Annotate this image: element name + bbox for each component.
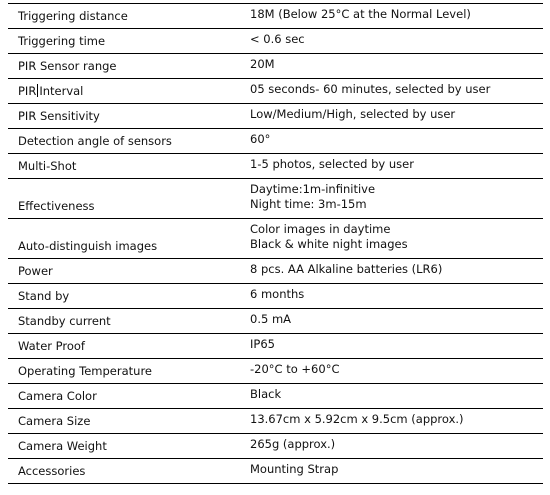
spec-label: Effectiveness [8,179,240,219]
table-row [8,4,543,29]
spec-value-line: Daytime:1m-infinitive [250,182,376,196]
spec-label: Triggering distance [8,4,240,29]
table-row [8,154,543,179]
spec-label: Camera Weight [8,434,240,459]
table-row [8,104,543,129]
spec-label: Camera Size [8,409,240,434]
spec-label: Camera Color [8,384,240,409]
table-row [8,29,543,54]
spec-label: PIR Sensor range [8,54,240,79]
spec-label: Triggering time [8,29,240,54]
spec-value: Black [240,384,543,409]
spec-label: Detection angle of sensors [8,129,240,154]
table-row [8,79,543,104]
spec-value [240,219,543,259]
table-row [8,259,543,284]
spec-label: Standby current [8,309,240,334]
spec-label: Stand by [8,284,240,309]
spec-value: 6 months [240,284,543,309]
spec-value: 13.67cm x 5.92cm x 9.5cm (approx.) [240,409,543,434]
spec-label-part: PIR [18,84,37,98]
spec-label: Auto-distinguish images [8,219,240,259]
table-row [8,309,543,334]
spec-value [240,179,543,219]
table-row [8,219,543,259]
spec-value: < 0.6 sec [240,29,543,54]
spec-value-line: Night time: 3m-15m [250,197,367,211]
spec-value: 18M (Below 25°C at the Normal Level) [240,4,543,29]
spec-value-line: Black & white night images [250,237,408,251]
table-row [8,54,543,79]
spec-table [8,3,543,484]
spec-value: 0.5 mA [240,309,543,334]
table-row [8,384,543,409]
spec-value: IP65 [240,334,543,359]
spec-value: 8 pcs. AA Alkaline batteries (LR6) [240,259,543,284]
spec-value-line: Color images in daytime [250,222,391,236]
table-row [8,129,543,154]
spec-value: 60° [240,129,543,154]
spec-value: 265g (approx.) [240,434,543,459]
table-row [8,334,543,359]
spec-value: Low/Medium/High, selected by user [240,104,543,129]
spec-label: Multi-Shot [8,154,240,179]
spec-value: 20M [240,54,543,79]
table-row [8,284,543,309]
table-row [8,434,543,459]
spec-value: 1-5 photos, selected by user [240,154,543,179]
spec-label[interactable] [8,79,240,104]
table-row [8,179,543,219]
spec-label: Operating Temperature [8,359,240,384]
table-row [8,359,543,384]
spec-label: PIR Sensitivity [8,104,240,129]
spec-value: -20°C to +60°C [240,359,543,384]
spec-label: Accessories [8,459,240,484]
spec-label-part: Interval [39,84,84,98]
spec-label: Water Proof [8,334,240,359]
table-row [8,409,543,434]
spec-value: Mounting Strap [240,459,543,484]
spec-value: 05 seconds- 60 minutes, selected by user [240,79,543,104]
spec-label: Power [8,259,240,284]
table-row [8,459,543,484]
